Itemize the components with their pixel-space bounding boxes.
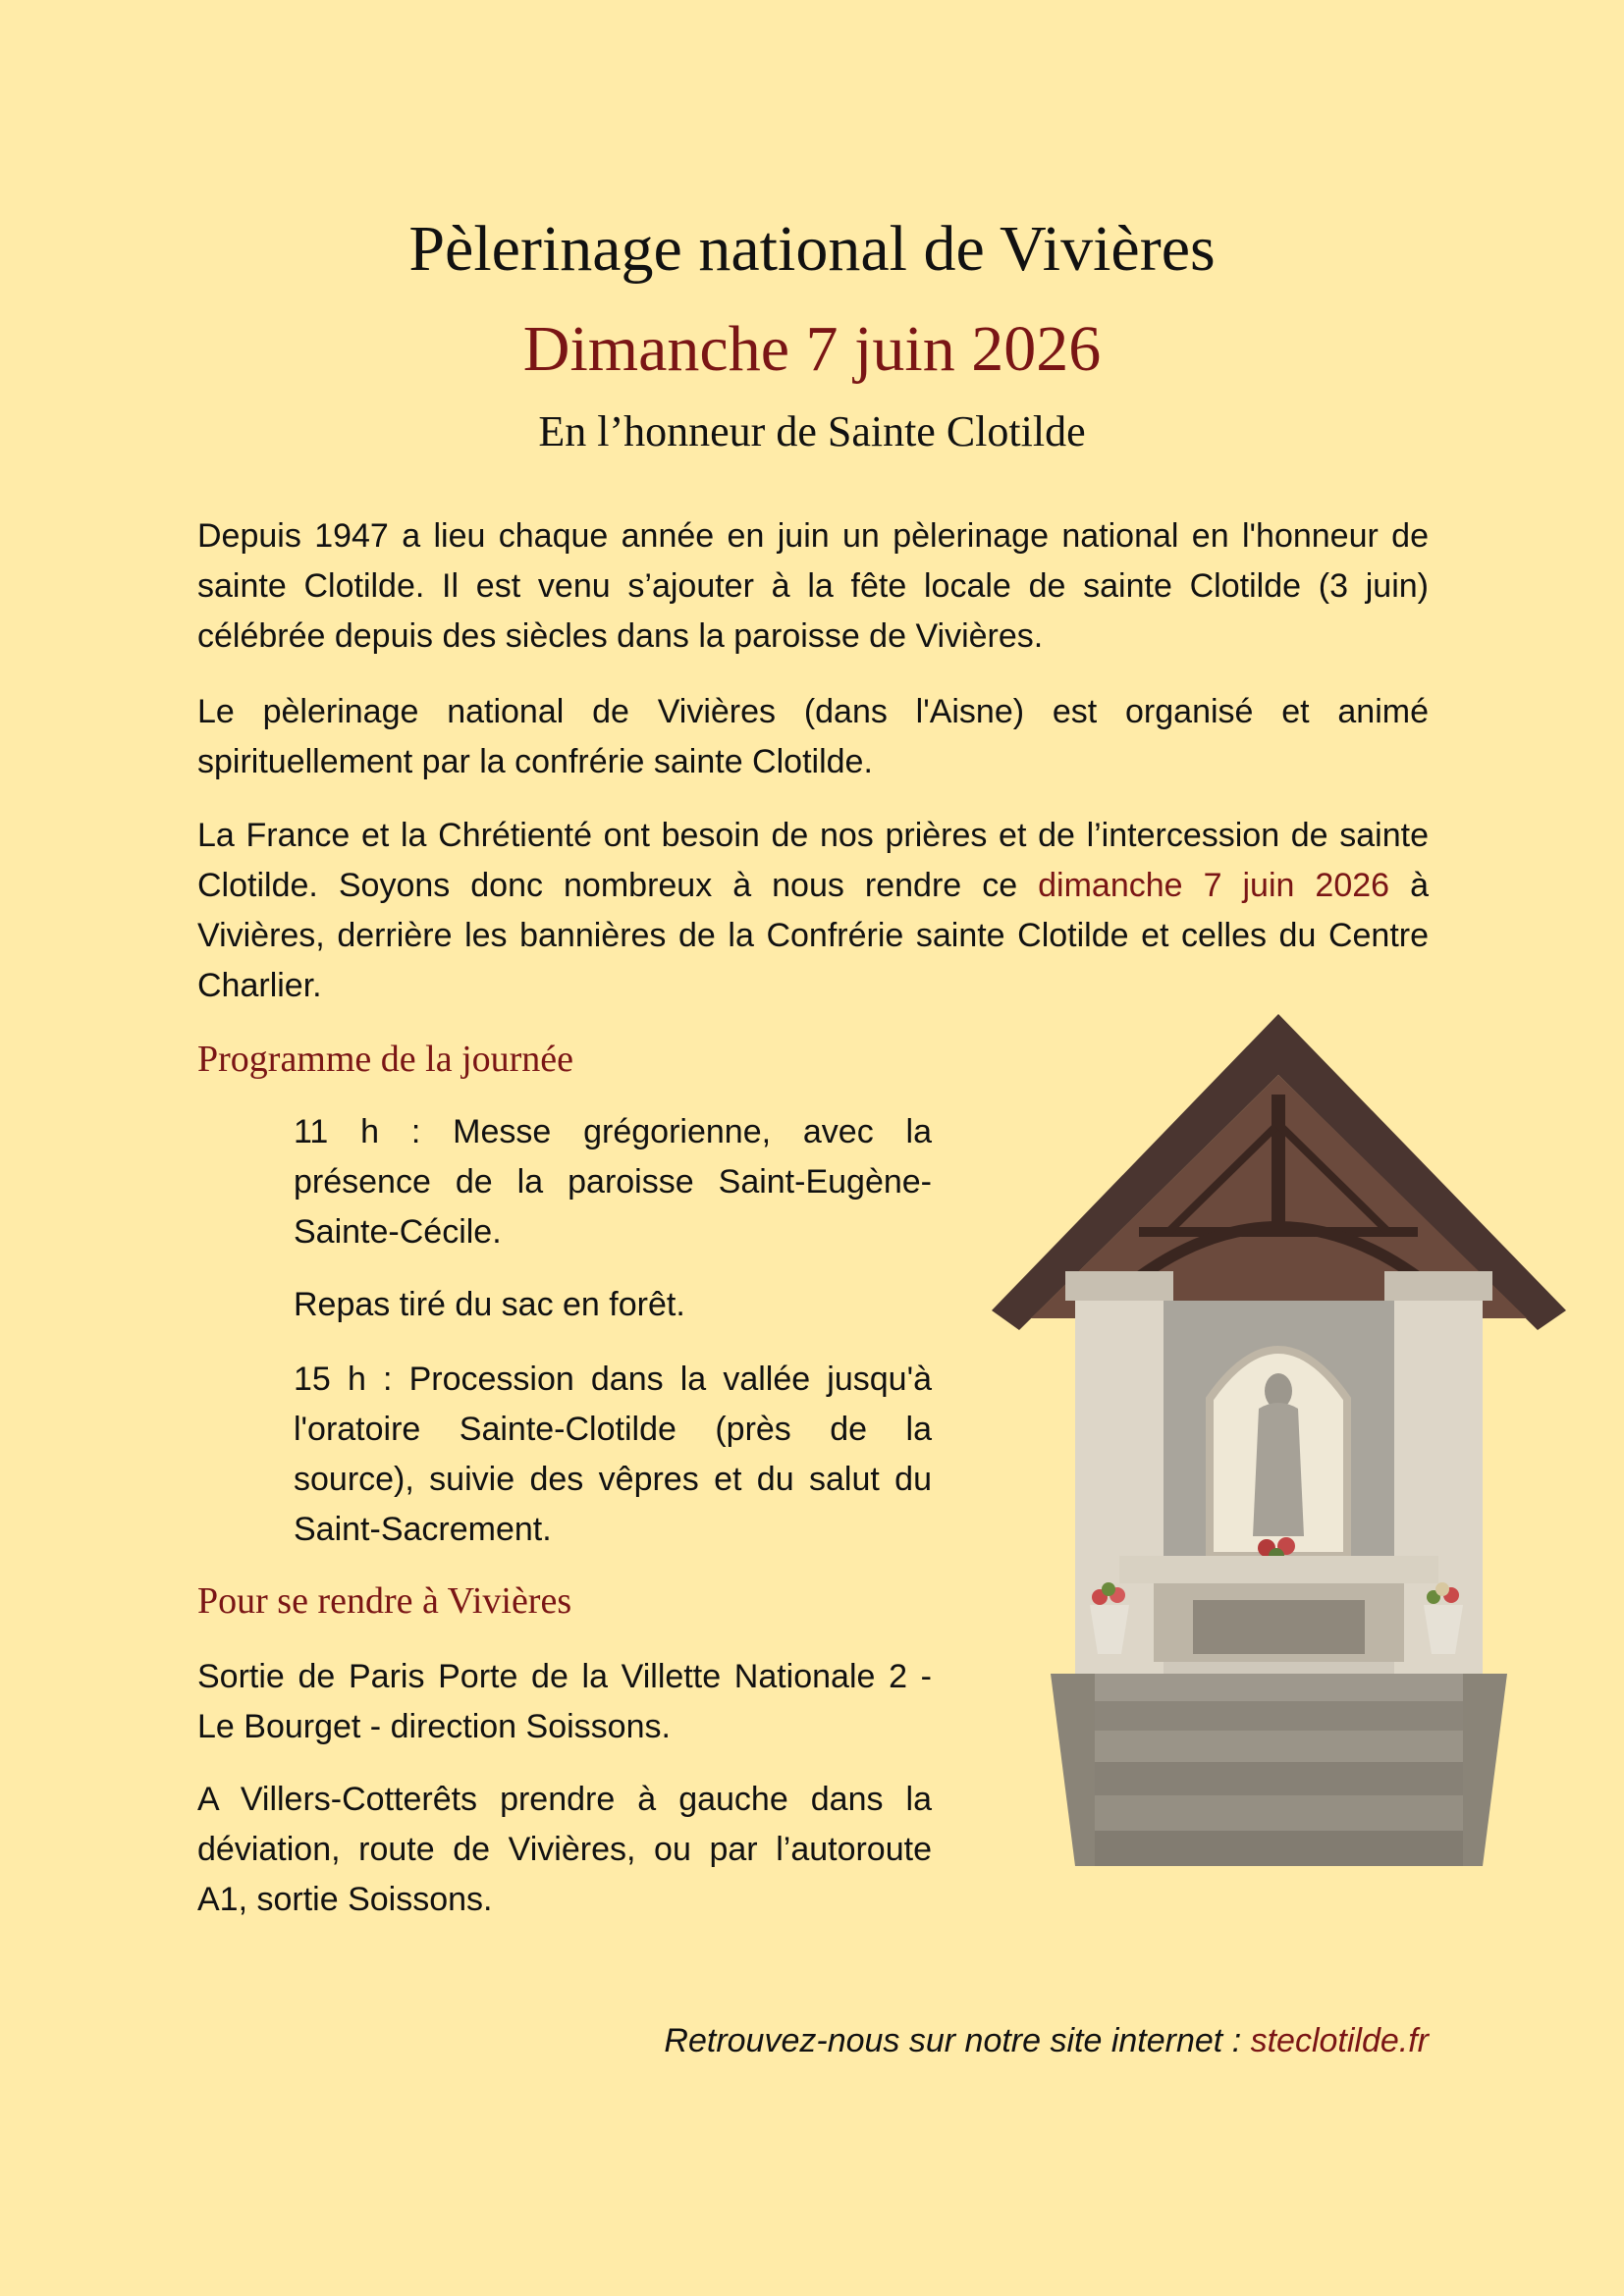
statue-figure bbox=[1253, 1403, 1304, 1536]
travel-item-villers: A Villers-Cotterêts prendre à gauche dans la déviation, route de Vivières, ou par l’autoroute A1, sortie Soissons. bbox=[197, 1781, 932, 1918]
intro-paragraph-invitation bbox=[197, 811, 1429, 1011]
footer-text: Retrouvez-nous sur notre site internet : bbox=[664, 2022, 1251, 2059]
event-date-heading: Dimanche 7 juin 2026 bbox=[522, 313, 1102, 385]
right-stair-wall bbox=[1463, 1674, 1507, 1866]
oratory-altar bbox=[1119, 1556, 1438, 1583]
programme-item-mass: 11 h : Messe grégorienne, avec la présence de la paroisse Saint-Eugène-Sainte-Cécile. bbox=[294, 1113, 932, 1251]
travel-item-paris: Sortie de Paris Porte de la Villette Nationale 2 - Le Bourget - direction Soissons. bbox=[197, 1658, 932, 1745]
website-link[interactable]: steclotilde.fr bbox=[1250, 2022, 1429, 2059]
page-title: Pèlerinage national de Vivières bbox=[408, 213, 1216, 285]
programme-heading: Programme de la journée bbox=[197, 1039, 574, 1080]
intro-paragraph-history: Depuis 1947 a lieu chaque année en juin un pèlerinage national en l'honneur de sainte Clotilde. Il est venu s’ajouter à la fête locale de sainte Clotilde (3 juin) célébrée depuis des siècles dans la paroisse de Vivières. bbox=[197, 517, 1429, 655]
invitation-text-end: à Vivières, derrière les bannières de la Confrérie sainte Clotilde et celles du Centre Charlier. bbox=[197, 867, 1430, 1004]
invitation-date: dimanche 7 juin 2026 bbox=[1038, 867, 1390, 904]
invitation-text-start: La France et la Chrétienté ont besoin de nos prières et de l’intercession de sainte Clotilde. Soyons donc nombreux à nous rendre ce bbox=[197, 817, 1429, 904]
programme-item-procession: 15 h : Procession dans la vallée jusqu'à l'oratoire Sainte-Clotilde (près de la source), suivie des vêpres et du salut du Saint-Sacrement. bbox=[294, 1361, 932, 1548]
left-stair-wall bbox=[1051, 1674, 1095, 1866]
oratory-illustration bbox=[992, 1006, 1566, 1870]
page-subtitle: En l’honneur de Sainte Clotilde bbox=[538, 407, 1086, 455]
programme-item-lunch: Repas tiré du sac en forêt. bbox=[294, 1286, 685, 1323]
travel-heading: Pour se rendre à Vivières bbox=[197, 1580, 572, 1622]
oratory-steps bbox=[1085, 1674, 1473, 1701]
intro-paragraph-organizer: Le pèlerinage national de Vivières (dans l'Aisne) est organisé et animé spirituellement par la confrérie sainte Clotilde. bbox=[197, 693, 1429, 780]
footer-website bbox=[664, 2016, 1429, 2065]
